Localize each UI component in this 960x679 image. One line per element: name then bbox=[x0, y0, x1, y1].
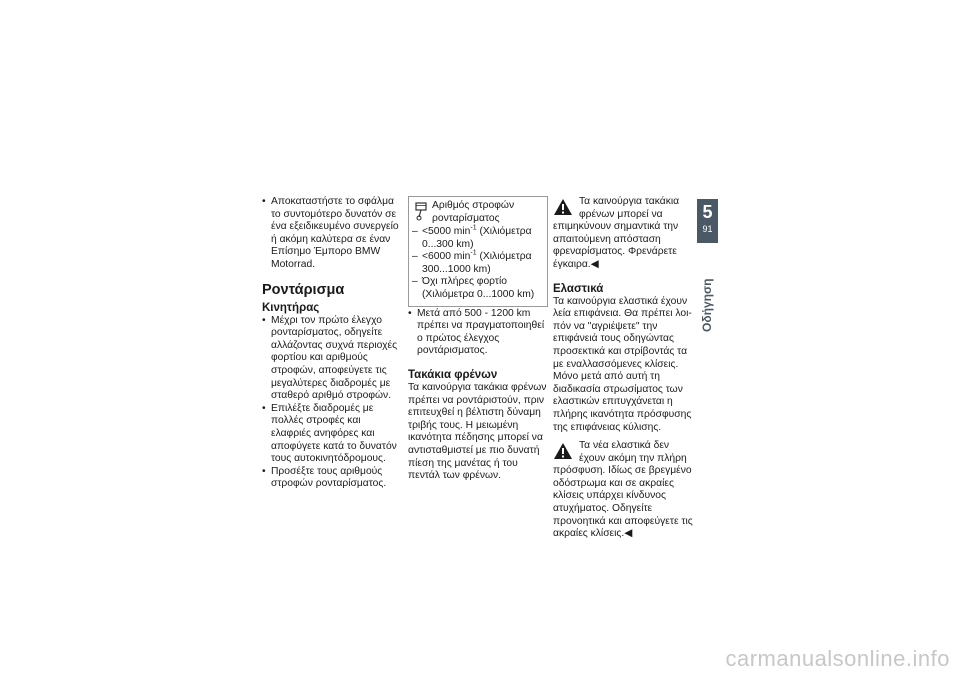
warning-tires-text: Τα νέα ελαστικά δεν έχουν ακόμη την πλήρη πρόσφυση. Ιδίως σε βρεγμένο οδόστρωμα και σε ακραίες κλίσεις υπάρχει κίνδυνος ατυχήματος. Οδηγείτε προνοητικά και αποφεύγετε τις ακραίες κλίσεις.◀ bbox=[553, 440, 693, 540]
tires-text: Τα καινούργια ελαστικά έχουν λεία επιφάνεια. Θα πρέπει λοιπόν να "αγριέψετε" την επιφάνειά τους οδηγώντας προσεκτικά και στρίβοντάς τα με εναλλασσόμενες κλίσεις. Μόνο μετά από αυτή τη διαδικασία στρωσίματος των ελαστικών επιτυγχάνεται η πλήρης ικανότητα πρόσφυσης της επιφάνειας κύλισης. bbox=[553, 295, 692, 433]
rpm-spec-title: Αριθμός στροφών ρονταρίσματος bbox=[432, 200, 515, 224]
warning-tires bbox=[553, 440, 693, 541]
bullet-first-check: • Μετά από 500 - 1200 km πρέπει να πραγματοποιηθεί ο πρώτος έλεγχος ροντάρισματος. bbox=[408, 308, 548, 358]
bullet-engine-1: • Μέχρι τον πρώτο έλεγχο ρονταρίσματος, οδηγείτε αλλάζοντας συχνά περιοχές φορτίου και αριθμούς στροφών, αποφεύγετε τις μεγαλύτερες διαδρομές με σταθερό αριθμό στροφών. bbox=[262, 315, 402, 403]
rpm-spec-header bbox=[412, 200, 544, 226]
warning-triangle-icon bbox=[553, 441, 573, 461]
warning-brake-pads-text: Τα καινούργια τακάκια φρένων μπορεί να επιμηκύνουν σημαντικά την απαιτούμενη απόσταση φρεναρίσματος. Φρενάρετε έγκαιρα.◀ bbox=[553, 196, 680, 270]
bullet-engine-3: • Προσέξτε τους αριθμούς στροφών ρονταρίσματος. bbox=[262, 466, 402, 491]
column-left bbox=[262, 196, 402, 491]
column-middle bbox=[408, 196, 548, 483]
chapter-number: 5 bbox=[702, 202, 713, 222]
chapter-label: Οδήγηση bbox=[700, 278, 714, 332]
rpm-spec-item-3: – Όχι πλήρες φορτίο (Χιλιόμετρα 0...1000 km) bbox=[412, 276, 544, 301]
watermark: carmanualsonline.info bbox=[725, 646, 950, 671]
section-heading-running-in: Ροντάρισμα bbox=[262, 281, 345, 298]
bullet-engine-2: • Επιλέξτε διαδρομές με πολλές στροφές και ελαφριές ανηφόρες και αποφύγετε κατά το δυνατόν τους αυτοκινητόδρομους. bbox=[262, 403, 402, 466]
subheading-brake-pads: Τακάκια φρένων bbox=[408, 368, 498, 381]
column-right bbox=[553, 196, 693, 541]
brake-pads-text: Τα καινούργια τακάκια φρένων πρέπει να ροντάριστούν, πριν επιτευχθεί η βέλτιστη δύναμη τριβής τους. Η μειωμένη ικανότητα πέδησης μπορεί να αντισταθμιστεί με πιο δυνατή πίεση της μανέτας ή του πεντάλ των φρένων. bbox=[408, 381, 547, 482]
warning-brake-pads bbox=[553, 196, 693, 272]
engine-piston-icon bbox=[413, 201, 429, 221]
subheading-engine: Κινητήρας bbox=[262, 301, 320, 314]
chapter-tab bbox=[697, 199, 718, 243]
page-number: 91 bbox=[702, 224, 713, 234]
warning-triangle-icon bbox=[553, 197, 573, 217]
bullet-fault-repair: • Αποκαταστήστε το σφάλμα το συντομότερο δυνατόν σε ένα εξειδικευμένο συνεργείο ή ακόμη καλύτερα σε έναν Επίσημο Έμπορο BMW Motorrad. bbox=[262, 196, 402, 272]
rpm-spec-item-1: – <5000 $\min^{-1} (X\iota\lambda\iota ό\mu\varepsilon\tau\rho\alpha$ 0...300 km) bbox=[412, 226, 544, 251]
rpm-spec-box bbox=[408, 196, 548, 307]
rpm-spec-item-2: – <6000 $\min^{-1} (X\iota\lambda\iota ό\mu\varepsilon\tau\rho\alpha$ 300...1000 km) bbox=[412, 251, 544, 276]
subheading-tires: Ελαστικά bbox=[553, 282, 604, 295]
